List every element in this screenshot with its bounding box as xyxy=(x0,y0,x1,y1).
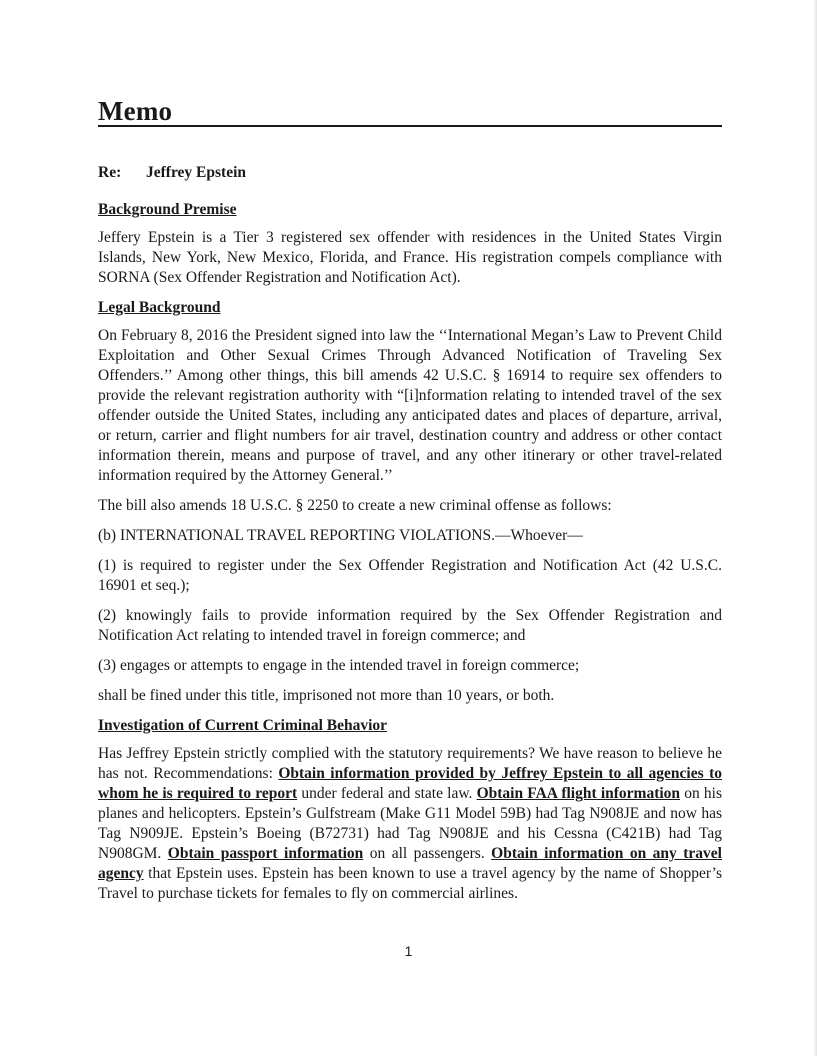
recommendation-faa-flight-info: Obtain FAA flight information xyxy=(476,785,681,802)
investigation-text-4: on all passengers. xyxy=(363,845,492,862)
amendment-paragraph: The bill also amends 18 U.S.C. § 2250 to create a new criminal offense as follows: xyxy=(98,497,612,514)
investigation-text-5: that Epstein uses. Epstein has been known to use a travel agency by the name of Shopper’s Travel to purchase tickets for females to fly on commercial airlines. xyxy=(98,865,722,902)
background-paragraph: Jeffery Epstein is a Tier 3 registered sex offender with residences in the United States Virgin Islands, New York, New Mexico, Florida, and France. His registration compels compliance with SORNA (Sex Offender Registration and Notification Act). xyxy=(98,229,722,286)
investigation-text-3: on his planes and helicopters. Epstein’s Gulfstream (Make G11 Model 59B) had Tag N908JE and now has Tag N909JE. Epstein’s Boeing (B72731) had Tag N908JE and his Cessna (C421B) had Tag N908GM. xyxy=(98,785,722,862)
legal-heading: Legal Background xyxy=(98,299,221,316)
re-line xyxy=(98,164,246,182)
clause-2: (2) knowingly fails to provide information required by the Sex Offender Registration and Notification Act relating to intended travel in foreign commerce; and xyxy=(98,607,722,644)
penalty-paragraph: shall be fined under this title, imprisoned not more than 10 years, or both. xyxy=(98,687,555,704)
investigation-heading: Investigation of Current Criminal Behavior xyxy=(98,717,388,734)
clause-b: (b) INTERNATIONAL TRAVEL REPORTING VIOLATIONS.—Whoever— xyxy=(98,527,583,544)
recommendation-agency-reports: Obtain information provided by Jeffrey Epstein to all agencies to whom he is required to report xyxy=(98,765,722,802)
investigation-text-2: under federal and state law. xyxy=(297,785,477,802)
memo-body xyxy=(98,200,722,914)
investigation-paragraph xyxy=(98,744,722,904)
re-subject: Jeffrey Epstein xyxy=(146,164,247,181)
memo-title: Memo xyxy=(98,96,173,126)
recommendation-travel-agency: Obtain information on any travel agency xyxy=(98,845,722,882)
investigation-text-1: Has Jeffrey Epstein strictly complied with the statutory requirements? We have reason to believe he has not. Recommendations: xyxy=(98,745,722,782)
title-divider xyxy=(98,125,722,127)
background-heading: Background Premise xyxy=(98,201,237,218)
recommendation-passport-info: Obtain passport information xyxy=(167,845,364,862)
legal-paragraph: On February 8, 2016 the President signed into law the ‘‘International Megan’s Law to Prevent Child Exploitation and Other Sexual Crimes Through Advanced Notification of Traveling Sex Offenders.’’ Among other things, this bill amends 42 U.S.C. § 16914 to require sex offenders to provide the relevant registration authority with “[i]nformation relating to intended travel of the sex offender outside the United States, including any anticipated dates and places of departure, arrival, or return, carrier and flight numbers for air travel, destination country and address or other contact information therein, means and purpose of travel, and any other itinerary or other travel-related information required by the Attorney General.’’ xyxy=(98,327,722,484)
clause-3: (3) engages or attempts to engage in the intended travel in foreign commerce; xyxy=(98,657,580,674)
scan-edge-shadow xyxy=(813,0,817,1056)
page-number: 1 xyxy=(404,943,413,959)
clause-1: (1) is required to register under the Sex Offender Registration and Notification Act (42 U.S.C. 16901 et seq.); xyxy=(98,557,722,594)
re-label: Re: xyxy=(98,164,122,181)
